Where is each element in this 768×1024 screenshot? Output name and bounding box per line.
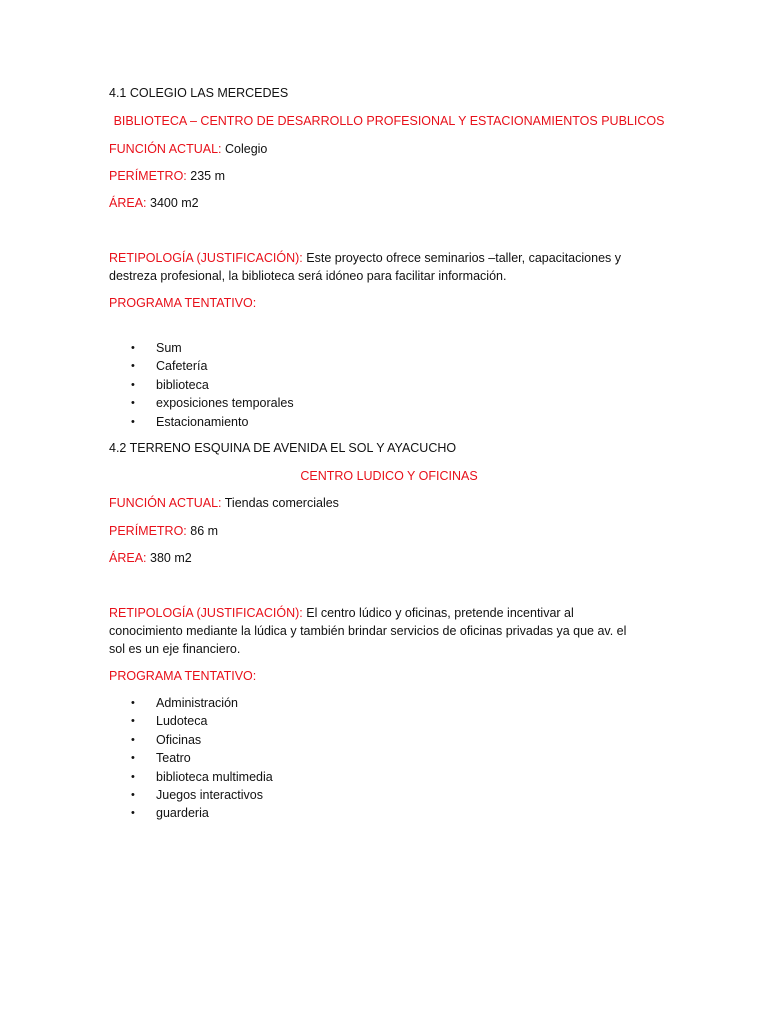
list-item: • Ludoteca <box>109 712 273 730</box>
list-item: • Teatro <box>109 749 273 767</box>
area-label: ÁREA: <box>109 551 147 565</box>
section-title: CENTRO LUDICO Y OFICINAS <box>300 469 478 483</box>
list-item: • Sum <box>109 339 294 357</box>
perimetro-value: 86 m <box>186 524 219 538</box>
funcion-actual-label: FUNCIÓN ACTUAL: <box>109 142 222 156</box>
list-item: • Juegos interactivos <box>109 786 273 804</box>
perimetro-row <box>109 169 225 184</box>
bullet-icon: • <box>131 733 135 746</box>
retipologia-text: Este proyecto ofrece seminarios –taller, capacitaciones y destreza profesional, la biblioteca será idóneo para facilitar información. <box>109 251 621 283</box>
list-item: • guarderia <box>109 804 273 822</box>
list-item: • Cafetería <box>109 357 294 375</box>
bullet-icon: • <box>131 807 135 820</box>
funcion-actual-row <box>109 496 339 511</box>
funcion-actual-value: Tiendas comerciales <box>221 496 339 510</box>
bullet-icon: • <box>131 378 135 391</box>
list-item: • Oficinas <box>109 731 273 749</box>
area-row <box>109 551 192 566</box>
perimetro-value: 235 m <box>186 169 226 183</box>
retipologia-text: El centro lúdico y oficinas, pretende incentivar al conocimiento mediante la lúdica y también brindar servicios de oficinas privadas ya que av. el sol es un eje financiero. <box>109 606 627 656</box>
area-value: 3400 m2 <box>146 196 199 210</box>
bullet-icon: • <box>131 770 135 783</box>
retipologia-label: RETIPOLOGÍA (JUSTIFICACIÓN): <box>109 251 303 265</box>
section-title: BIBLIOTECA – CENTRO DE DESARROLLO PROFESIONAL Y ESTACIONAMIENTOS PUBLICOS <box>113 114 665 128</box>
bullet-icon: • <box>131 397 135 410</box>
section-heading: 4.2 TERRENO ESQUINA DE AVENIDA EL SOL Y AYACUCHO <box>109 441 457 455</box>
perimetro-label: PERÍMETRO: <box>109 169 187 183</box>
bullet-icon: • <box>131 697 135 709</box>
programa-list <box>109 339 294 431</box>
programa-tentativo-label: PROGRAMA TENTATIVO: <box>109 669 257 683</box>
perimetro-label: PERÍMETRO: <box>109 524 187 538</box>
bullet-icon: • <box>131 788 135 801</box>
section-heading: 4.1 COLEGIO LAS MERCEDES <box>109 86 289 100</box>
programa-tentativo-label: PROGRAMA TENTATIVO: <box>109 296 257 310</box>
programa-list <box>109 694 273 823</box>
area-label: ÁREA: <box>109 196 147 210</box>
funcion-actual-value: Colegio <box>221 142 268 156</box>
funcion-actual-label: FUNCIÓN ACTUAL: <box>109 496 222 510</box>
bullet-icon: • <box>131 715 135 728</box>
retipologia-paragraph <box>109 604 634 658</box>
area-row <box>109 196 199 211</box>
bullet-icon: • <box>131 752 135 765</box>
funcion-actual-row <box>109 142 267 157</box>
list-item: • Administración <box>109 694 273 712</box>
perimetro-row <box>109 524 218 539</box>
list-item: • biblioteca multimedia <box>109 768 273 786</box>
bullet-icon: • <box>131 342 135 354</box>
retipologia-paragraph <box>109 249 634 285</box>
bullet-icon: • <box>131 415 135 428</box>
list-item: • exposiciones temporales <box>109 394 294 412</box>
bullet-icon: • <box>131 360 135 373</box>
list-item: • Estacionamiento <box>109 413 294 431</box>
retipologia-label: RETIPOLOGÍA (JUSTIFICACIÓN): <box>109 606 303 620</box>
list-item: • biblioteca <box>109 376 294 394</box>
area-value: 380 m2 <box>146 551 192 565</box>
